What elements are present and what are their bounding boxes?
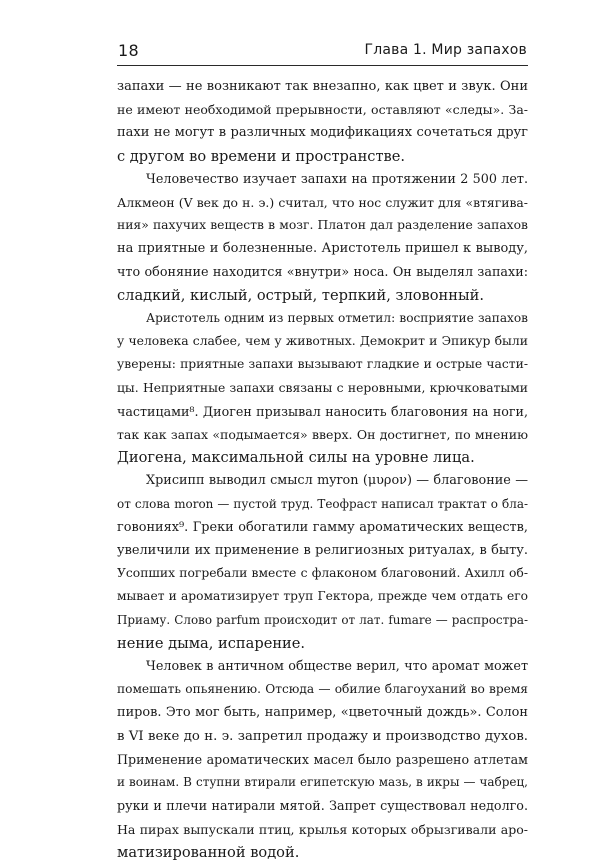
running-header (117, 40, 527, 66)
text-line: что обоняние находится «внутри» носа. Он выделял запахи: (117, 264, 528, 280)
paragraph-2 (117, 168, 528, 307)
text-line: Аристотель одним из первых отметил: восприятие запахов (146, 311, 528, 326)
text-line: помешать опьянению. Отсюда — обилие благоуханий во время (117, 682, 528, 697)
page-number: 18 (118, 41, 139, 60)
text-line: Применение ароматических масел было разрешено атлетам (117, 751, 528, 767)
text-line: увеличили их применение в религиозных ритуалах, в быту. (117, 543, 528, 559)
text-line: ния» пахучих веществ в мозг. Платон дал разделение запахов (117, 218, 528, 233)
text-line: на приятные и болезненные. Аристотель пришел к выводу, (117, 241, 528, 257)
text-line: частицами⁸. Диоген призывал наносить благовония на ноги, (117, 403, 528, 419)
text-line: Диогена, максимальной силы на уровне лица. (117, 449, 475, 467)
paragraph-3 (117, 307, 528, 469)
text-line: пиров. Это мог быть, например, «цветочный дождь». Солон (117, 705, 528, 721)
text-line: цы. Неприятные запахи связаны с неровными, крючковатыми (117, 380, 528, 395)
text-line: с другом во времени и пространстве. (117, 147, 406, 165)
text-line: Усопших погребали вместе с флаконом благовоний. Ахилл об- (117, 566, 528, 581)
text-line: говониях⁹. Греки обогатили гамму ароматических веществ, (117, 519, 528, 535)
text-line: не имеют необходимой прерывности, оставляют «следы». За- (117, 102, 528, 118)
text-line: нение дыма, испарение. (117, 634, 306, 652)
text-line: пахи не могут в различных модификациях сочетаться друг (117, 125, 528, 141)
text-line: мывает и ароматизирует труп Гектора, прежде чем отдать его (117, 589, 528, 604)
header-rule (117, 65, 528, 66)
text-line: Хрисипп выводил смысл myron (μυρον) — благовоние — (146, 473, 528, 489)
paragraph-1 (117, 75, 528, 168)
text-line: от слова moron — пустой труд. Теофраст написал трактат о бла- (117, 496, 528, 511)
text-line: матизированной водой. (117, 843, 300, 861)
text-line: Человечество изучает запахи на протяжении 2 500 лет. (146, 171, 528, 187)
text-line: Человек в античном обществе верил, что аромат может (146, 659, 528, 675)
text-line: руки и плечи натирали мятой. Запрет существовал недолго. (117, 798, 528, 814)
body-text (117, 75, 528, 864)
chapter-title: Глава 1. Мир запахов (364, 42, 527, 58)
text-line: сладкий, кислый, острый, терпкий, зловонный. (117, 286, 484, 304)
text-line: у человека слабее, чем у животных. Демокрит и Эпикур были (117, 334, 528, 349)
paragraph-5 (117, 655, 528, 864)
text-line: уверены: приятные запахи вызывают гладкие и острые части- (117, 357, 528, 372)
text-line: На пирах выпускали птиц, крылья которых обрызгивали аро- (117, 821, 528, 837)
text-line: так как запах «подымается» вверх. Он достигнет, по мнению (117, 427, 528, 443)
text-line: в VI веке до н. э. запретил продажу и производство духов. (117, 728, 528, 744)
text-line: и воинам. В ступни втирали египетскую мазь, в икры — чабрец, (117, 775, 528, 790)
paragraph-4 (117, 469, 528, 655)
text-line: Приаму. Слово parfum происходит от лат. fumare — распростра- (117, 612, 528, 627)
text-line: запахи — не возникают так внезапно, как цвет и звук. Они (117, 79, 528, 94)
text-line: Алкмеон (V век до н. э.) считал, что нос служит для «втягива- (117, 195, 528, 211)
